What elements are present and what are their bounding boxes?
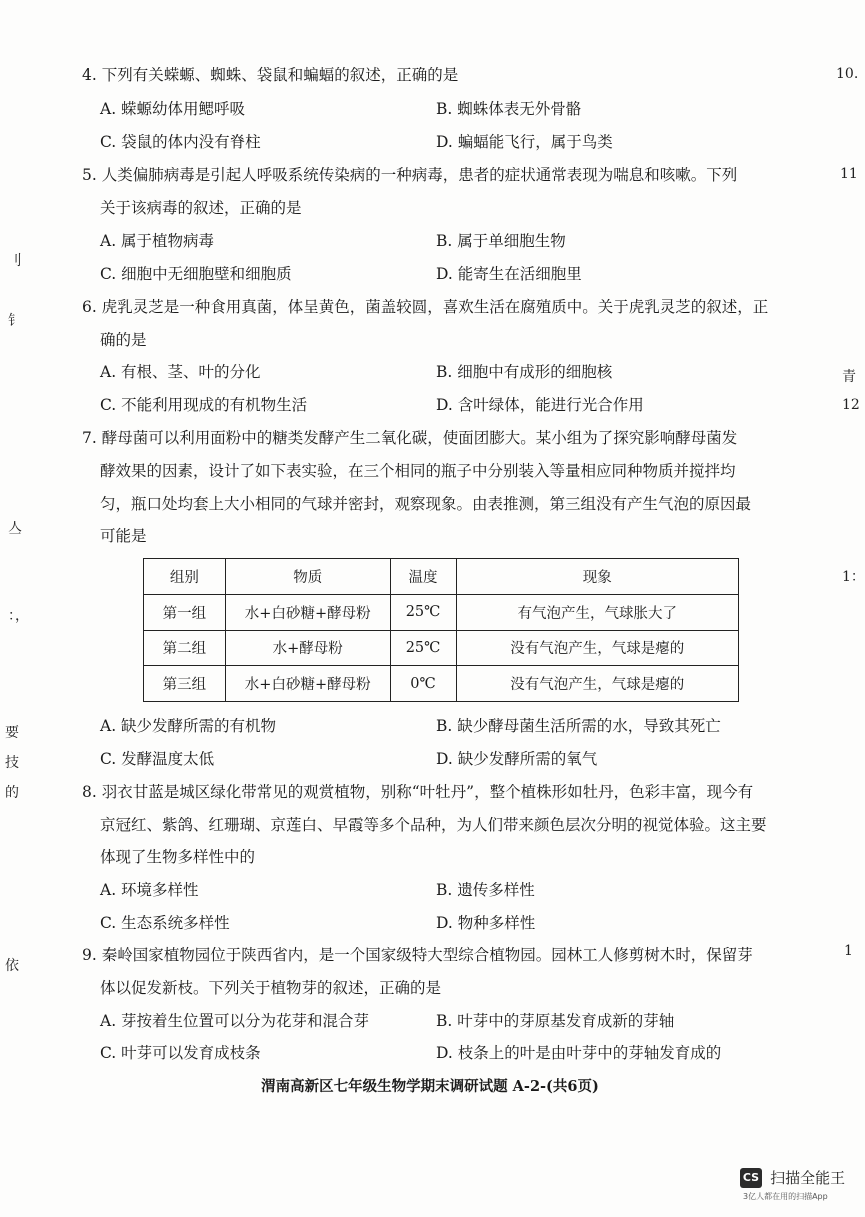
table-cell: 25℃ (390, 630, 456, 666)
margin-fragment: 的 (5, 785, 19, 801)
question-9-option-a: A. 芽按着生位置可以分为花芽和混合芽 (100, 1012, 370, 1030)
page-footer: 渭南高新区七年级生物学期末调研试题 A-2-(共6页) (261, 1078, 599, 1095)
question-9-option-c: C. 叶芽可以发育成枝条 (100, 1044, 261, 1062)
question-8-stem-cont: 京冠红、紫鸽、红珊瑚、京莲白、早霞等多个品种，为人们带来颜色层次分明的视觉体验。这主要 (100, 816, 767, 834)
margin-fragment: 1： (842, 569, 865, 585)
table-cell: 水+白砂糖+酵母粉 (225, 594, 390, 630)
margin-fragment: 技 (5, 755, 19, 771)
question-7-option-a: A. 缺少发酵所需的有机物 (100, 717, 277, 735)
question-8-stem-cont: 体现了生物多样性中的 (100, 848, 256, 866)
table-cell: 水+白砂糖+酵母粉 (225, 666, 390, 702)
question-6-stem-cont: 确的是 (100, 331, 147, 349)
question-6-option-a: A. 有根、茎、叶的分化 (100, 363, 261, 381)
question-4-option-c: C. 袋鼠的体内没有脊柱 (100, 133, 261, 151)
question-5-option-c: C. 细胞中无细胞壁和细胞质 (100, 265, 292, 283)
margin-fragment: 12 (842, 397, 860, 413)
table-cell: 第三组 (144, 666, 226, 702)
question-7-stem-cont: 匀，瓶口处均套上大小相同的气球并密封，观察现象。由表推测，第三组没有产生气泡的原因最 (100, 495, 752, 513)
table-cell: 没有气泡产生，气球是瘪的 (456, 630, 739, 666)
margin-fragment: 刂 (8, 253, 22, 269)
question-8-option-b: B. 遗传多样性 (436, 881, 535, 899)
question-4-option-a: A. 蝾螈幼体用鳃呼吸 (100, 100, 246, 118)
margin-fragment: 钅 (8, 313, 22, 329)
table-header-cell: 温度 (390, 559, 456, 595)
table-cell: 第一组 (144, 594, 226, 630)
question-6-stem: 6. 虎乳灵芝是一种食用真菌，体呈黄色，菌盖较圆，喜欢生活在腐殖质中。关于虎乳灵芝的叙述，正 (82, 298, 769, 316)
question-8-option-d: D. 物种多样性 (436, 914, 536, 932)
table-cell: 没有气泡产生，气球是瘪的 (456, 666, 739, 702)
question-9-stem: 9. 秦岭国家植物园位于陕西省内，是一个国家级特大型综合植物园。园林工人修剪树木时，保留芽 (82, 946, 753, 964)
table-cell: 0℃ (390, 666, 456, 702)
table-header-cell: 组别 (144, 559, 226, 595)
question-8-option-a: A. 环境多样性 (100, 881, 199, 899)
question-5-option-a: A. 属于植物病毒 (100, 232, 215, 250)
table-row (144, 594, 739, 630)
margin-fragment: ：， (8, 608, 29, 624)
question-6-option-c: C. 不能利用现成的有机物生活 (100, 396, 308, 414)
question-7-stem-cont: 酵效果的因素，设计了如下表实验，在三个相同的瓶子中分别装入等量相应同种物质并搅拌均 (100, 462, 736, 480)
table-cell: 第二组 (144, 630, 226, 666)
margin-fragment: 依 (5, 958, 19, 974)
question-9-option-b: B. 叶芽中的芽原基发育成新的芽轴 (436, 1012, 675, 1030)
question-4-option-b: B. 蜘蛛体表无外骨骼 (436, 100, 582, 118)
question-8-option-c: C. 生态系统多样性 (100, 914, 230, 932)
table-header-cell: 现象 (456, 559, 739, 595)
question-5-stem-cont: 关于该病毒的叙述，正确的是 (100, 199, 302, 217)
margin-fragment: 10. (836, 66, 859, 82)
watermark-name: 扫描全能王 (770, 1169, 846, 1187)
margin-fragment: 11 (840, 166, 858, 182)
table-header-cell: 物质 (225, 559, 390, 595)
cs-logo-icon: CS (740, 1168, 762, 1188)
question-5-stem: 5. 人类偏肺病毒是引起人呼吸系统传染病的一种病毒，患者的症状通常表现为喘息和咳嗽。下列 (82, 166, 738, 184)
question-7-option-c: C. 发酵温度太低 (100, 750, 215, 768)
question-4-stem: 4. 下列有关蝾螈、蜘蛛、袋鼠和蝙蝠的叙述，正确的是 (82, 66, 459, 84)
table-cell: 25℃ (390, 594, 456, 630)
scanner-watermark (740, 1167, 846, 1201)
table-cell: 水+酵母粉 (225, 630, 390, 666)
margin-fragment: 亼 (8, 521, 22, 537)
table-header-row (144, 559, 739, 595)
question-6-option-b: B. 细胞中有成形的细胞核 (436, 363, 613, 381)
question-9-stem-cont: 体以促发新枝。下列关于植物芽的叙述，正确的是 (100, 979, 442, 997)
margin-fragment: 青 (842, 369, 856, 385)
experiment-table (143, 558, 739, 702)
table-row (144, 630, 739, 666)
question-5-option-d: D. 能寄生在活细胞里 (436, 265, 582, 283)
question-8-stem: 8. 羽衣甘蓝是城区绿化带常见的观赏植物，别称“叶牡丹”，整个植株形如牡丹，色彩丰富，现今有 (82, 783, 754, 801)
table-cell: 有气泡产生，气球胀大了 (456, 594, 739, 630)
question-5-option-b: B. 属于单细胞生物 (436, 232, 566, 250)
question-7-option-d: D. 缺少发酵所需的氧气 (436, 750, 598, 768)
question-7-stem-cont: 可能是 (100, 527, 147, 545)
table-row (144, 666, 739, 702)
watermark-tagline: 3亿人都在用的扫描App (743, 1192, 828, 1201)
question-7-stem: 7. 酵母菌可以利用面粉中的糖类发酵产生二氧化碳，使面团膨大。某小组为了探究影响酵母菌发 (82, 429, 738, 447)
question-4-option-d: D. 蝙蝠能飞行，属于鸟类 (436, 133, 613, 151)
margin-fragment: 要 (5, 725, 19, 741)
margin-fragment: 1 (844, 943, 853, 959)
question-6-option-d: D. 含叶绿体，能进行光合作用 (436, 396, 644, 414)
question-7-option-b: B. 缺少酵母菌生活所需的水，导致其死亡 (436, 717, 721, 735)
question-9-option-d: D. 枝条上的叶是由叶芽中的芽轴发育成的 (436, 1044, 722, 1062)
